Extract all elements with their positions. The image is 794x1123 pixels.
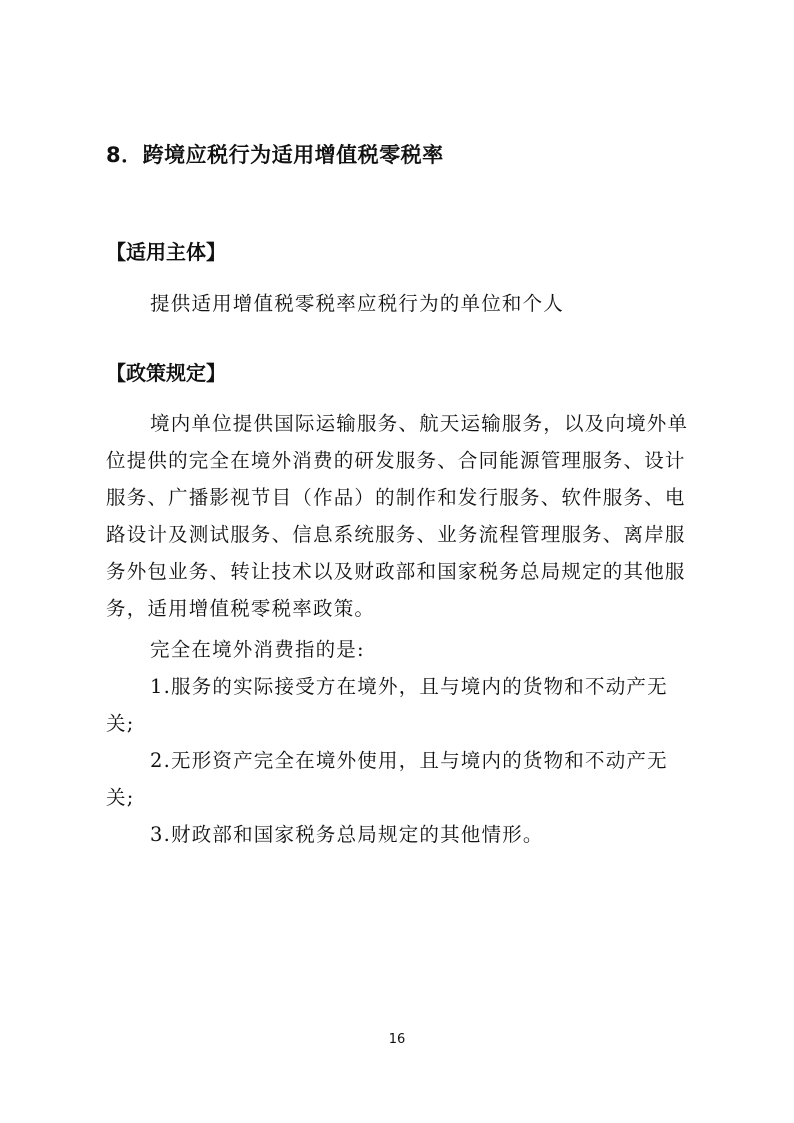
policy-line-3: 服务、广播影视节目（作品）的制作和发行服务、软件服务、电 — [106, 486, 686, 509]
definition-item-2-line-2: 关; — [106, 786, 135, 809]
policy-line-6: 务，适用增值税零税率政策。 — [106, 597, 376, 620]
page-heading: 8．跨境应税行为适用增值税零税率 — [106, 143, 444, 167]
policy-line-5: 务外包业务、转让技术以及财政部和国家税务总局规定的其他服 — [106, 560, 686, 583]
policy-line-2: 位提供的完全在境外消费的研发服务、合同能源管理服务、设计 — [106, 449, 686, 472]
policy-line-4: 路设计及测试服务、信息系统服务、业务流程管理服务、离岸服 — [106, 523, 686, 546]
definition-item-1-line-1: 1.服务的实际接受方在境外，且与境内的货物和不动产无 — [150, 675, 668, 698]
definition-item-2-line-1: 2.无形资产完全在境外使用，且与境内的货物和不动产无 — [150, 749, 668, 772]
subject-body: 提供适用增值税零税率应税行为的单位和个人 — [150, 292, 565, 315]
policy-section-title: 【政策规定】 — [106, 361, 226, 385]
policy-line-1: 境内单位提供国际运输服务、航天运输服务，以及向境外单 — [150, 412, 689, 435]
definition-item-1-line-2: 关; — [106, 712, 135, 735]
subject-section-title: 【适用主体】 — [106, 240, 226, 264]
page-number: 16 — [388, 1032, 406, 1047]
definition-item-3: 3.财政部和国家税务总局规定的其他情形。 — [150, 823, 544, 846]
definition-intro: 完全在境外消费指的是: — [150, 638, 365, 661]
